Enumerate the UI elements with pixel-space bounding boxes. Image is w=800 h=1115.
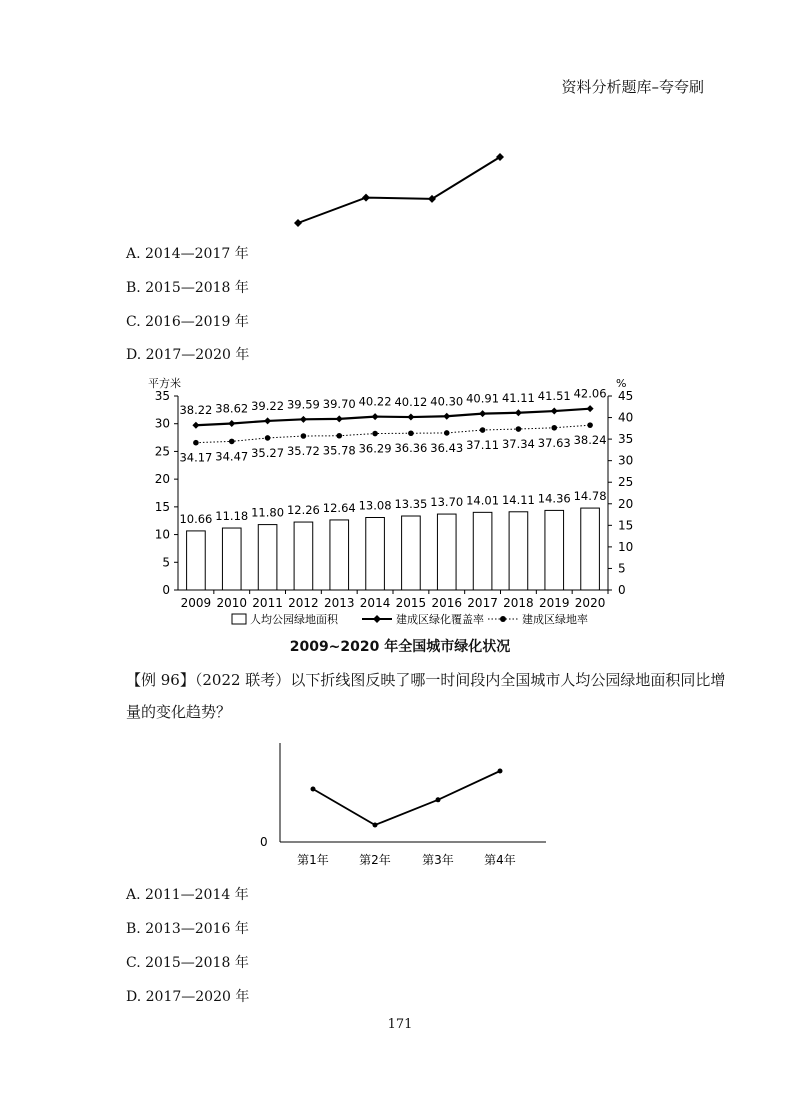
prev-option-b[interactable]: B. 2015—2018 年 [126,280,249,296]
green-rate-label-2017: 37.11 [466,438,500,453]
coverage-label-2012: 39.59 [286,397,320,412]
legend-green-rate-label: 建成区绿地率 [522,613,588,626]
legend-green-rate-marker [500,616,506,622]
coverage-point-2018 [515,409,522,416]
bar-2016 [437,514,456,590]
trend-line [313,771,500,825]
bar-label-2020: 14.78 [573,489,607,504]
green-rate-label-2010: 34.47 [215,449,249,464]
coverage-point-2013 [336,415,343,422]
data-point-1 [294,219,302,227]
right-tick-label: 30 [618,453,634,468]
trend-point-1 [311,787,316,792]
trend-point-3 [436,797,441,802]
bar-label-2019: 14.36 [537,491,571,506]
right-tick-label: 45 [618,389,634,403]
bar-2020 [581,508,600,590]
green-rate-label-2009: 34.17 [179,450,213,465]
green-rate-point-2016 [444,430,450,436]
green-rate-label-2011: 35.27 [251,445,285,460]
x-label-2: 第2年 [359,853,391,867]
question-label: 【例 96】 [126,671,195,689]
trend-point-4 [498,769,503,774]
option-d[interactable]: D. 2017—2020 年 [126,989,250,1005]
coverage-label-2009: 38.22 [179,403,213,418]
green-rate-point-2019 [551,425,557,431]
bar-label-2014: 13.08 [358,498,392,513]
bar-label-2016: 13.70 [430,495,464,510]
bar-2014 [366,517,385,590]
coverage-label-2010: 38.62 [215,401,249,416]
x-tick-label: 2018 [503,596,534,610]
green-rate-label-2020: 38.24 [573,433,607,448]
x-label-4: 第4年 [484,853,516,867]
right-tick-label: 10 [618,539,634,554]
green-rate-point-2018 [516,426,522,432]
x-tick-label: 2012 [288,596,319,610]
left-tick-label: 5 [162,555,170,570]
coverage-point-2010 [228,420,235,427]
left-tick-label: 35 [154,389,170,403]
coverage-label-2011: 39.22 [251,398,285,413]
coverage-label-2018: 41.11 [501,390,535,405]
right-tick-label: 35 [618,432,634,447]
green-rate-point-2009 [193,440,199,446]
bar-label-2013: 12.64 [322,500,356,515]
greening-combo-chart [130,370,650,640]
green-rate-point-2017 [480,427,486,433]
chart-title: 2009~2020 年全国城市绿化状况 [289,639,511,655]
prev-option-a[interactable]: A. 2014—2017 年 [126,246,249,262]
green-rate-label-2013: 35.78 [322,443,356,458]
coverage-point-2019 [551,408,558,415]
left-tick-label: 30 [154,416,170,431]
legend-coverage-label: 建成区绿化覆盖率 [396,613,484,626]
right-tick-label: 25 [618,475,634,490]
x-tick-label: 2011 [252,596,283,610]
option-b[interactable]: B. 2013—2016 年 [126,921,249,937]
right-axis-unit: % [616,377,627,390]
x-tick-label: 2014 [359,596,391,610]
prev-option-d[interactable]: D. 2017—2020 年 [126,347,250,363]
coverage-label-2020: 42.06 [573,386,607,401]
option-c[interactable]: C. 2015—2018 年 [126,955,249,971]
bar-label-2011: 11.80 [251,505,285,520]
x-tick-label: 2010 [216,596,248,610]
question-stem [126,664,726,728]
green-rate-point-2014 [372,431,378,437]
question-text-line1: 以下折线图反映了哪一时间段内全国城市人均公园绿地面积同比增 [290,671,726,689]
trend-point-2 [373,823,378,828]
bar-label-2010: 11.18 [215,509,249,524]
bar-2019 [545,510,564,590]
x-tick-label: 2016 [431,596,463,610]
coverage-label-2016: 40.30 [430,394,464,409]
green-rate-label-2014: 36.29 [358,441,392,456]
green-rate-point-2015 [408,430,414,436]
bar-2012 [294,522,313,590]
legend-bar-label: 人均公园绿地面积 [250,613,338,626]
data-point-2 [362,194,370,202]
coverage-point-2014 [372,413,379,420]
right-tick-label: 40 [618,410,634,425]
coverage-point-2015 [407,414,414,421]
green-rate-label-2016: 36.43 [430,440,464,455]
coverage-point-2017 [479,410,486,417]
bar-label-2015: 13.35 [394,497,428,512]
bar-2011 [258,525,277,590]
question-source: （2022 联考） [194,671,291,689]
x-tick-label: 2020 [574,596,606,610]
coverage-point-2011 [264,417,271,424]
coverage-point-2009 [192,422,199,429]
coverage-point-2016 [443,413,450,420]
green-rate-point-2013 [336,433,342,439]
green-rate-label-2012: 35.72 [286,444,320,459]
bar-label-2018: 14.11 [501,492,535,507]
bar-2010 [222,528,241,590]
right-tick-label: 5 [618,561,626,576]
option-a[interactable]: A. 2011—2014 年 [126,887,249,903]
right-tick-label: 0 [618,583,626,597]
green-rate-point-2011 [265,435,271,441]
x-label-1: 第1年 [297,853,329,867]
bar-2013 [330,520,349,590]
page-number: 171 [387,1017,413,1032]
left-tick-label: 10 [154,527,170,542]
bar-label-2009: 10.66 [179,511,213,526]
x-label-3: 第3年 [422,853,454,867]
coverage-label-2014: 40.22 [358,394,392,409]
bar-2009 [187,531,206,590]
left-tick-label: 15 [154,499,170,514]
coverage-point-2012 [300,416,307,423]
left-tick-label: 20 [154,472,170,487]
coverage-label-2019: 41.51 [537,389,571,404]
x-tick-label: 2019 [538,596,570,610]
left-axis-unit: 平方米 [148,377,181,390]
series-line [298,157,500,223]
x-tick-label: 2009 [180,596,212,610]
x-tick-label: 2017 [467,596,498,610]
x-tick-label: 2013 [323,596,355,610]
bar-label-2017: 14.01 [466,493,500,508]
bar-label-2012: 12.26 [286,503,320,518]
green-rate-label-2018: 37.34 [501,437,535,452]
left-tick-label: 0 [162,583,170,597]
coverage-label-2017: 40.91 [466,391,500,406]
coverage-point-2020 [587,405,594,412]
legend-bar-swatch [232,614,246,624]
bar-2015 [402,516,421,590]
green-rate-point-2020 [587,422,593,428]
coverage-label-2015: 40.12 [394,395,428,410]
right-tick-label: 15 [618,518,634,533]
page-header: 资料分析题库–夸夸刷 [561,78,704,96]
green-rate-label-2019: 37.63 [537,435,571,450]
green-rate-point-2012 [301,433,307,439]
question-text-line2: 量的变化趋势？ [126,703,232,721]
left-tick-label: 25 [154,444,170,459]
bar-2017 [473,512,492,590]
green-rate-label-2015: 36.36 [394,441,428,456]
right-tick-label: 20 [618,496,634,511]
prev-option-c[interactable]: C. 2016—2019 年 [126,314,249,330]
x-tick-label: 2015 [395,596,427,610]
previous-question-line-chart [280,145,520,235]
legend-coverage-marker [373,615,381,623]
green-rate-point-2010 [229,439,235,445]
y-zero-label: 0 [260,835,268,849]
bar-2018 [509,512,528,590]
question-line-chart [250,735,550,875]
coverage-label-2013: 39.70 [322,396,356,411]
